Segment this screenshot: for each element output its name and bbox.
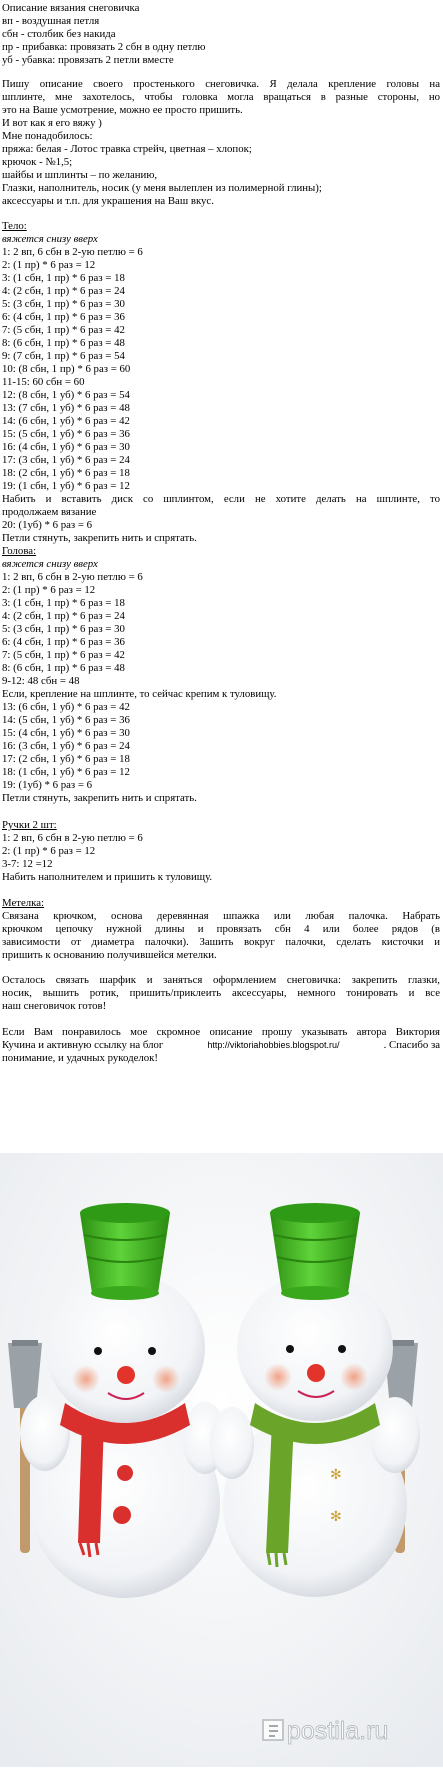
head-row: 5: (3 сбн, 1 пр) * 6 раз = 30	[2, 623, 125, 635]
right-snowflake: ✻	[330, 1509, 342, 1525]
head-row: 17: (2 сбн, 1 уб) * 6 раз = 18	[2, 753, 130, 765]
abbr-line: вп - воздушная петля	[2, 15, 100, 27]
abbr-line: уб - убавка: провязать 2 петли вместе	[2, 54, 174, 66]
left-eye	[94, 1347, 102, 1355]
postila-watermark	[263, 1717, 388, 1745]
right-bucket	[270, 1203, 360, 1300]
head-row: 2: (1 пр) * 6 раз = 12	[2, 584, 96, 596]
left-scarf	[78, 1421, 104, 1543]
body-row: 11-15: 60 сбн = 60	[2, 376, 85, 388]
left-button	[117, 1465, 133, 1481]
broom-line: зависимости от диаметра палочки). Зашить вокруг палочки, сделать кисточки и	[2, 936, 440, 948]
body-note: продолжаем вязание	[2, 506, 97, 518]
body-row: 14: (6 сбн, 1 уб) * 6 раз = 42	[2, 415, 130, 427]
head-finish: Петли стянуть, закрепить нить и спрятать.	[2, 792, 197, 804]
material-line: крючок - №1,5;	[2, 156, 73, 168]
material-line: шайбы и шплинты – по желанию,	[2, 169, 158, 181]
intro-line: И вот как я его вяжу )	[2, 117, 102, 129]
intro-line: шплинте, мне захотелось, чтобы головка могла вращаться в разные стороны, но	[2, 91, 440, 103]
snowmen-photo	[0, 1153, 443, 1767]
body-finish: Петли стянуть, закрепить нить и спрятать.	[2, 532, 197, 544]
left-button	[113, 1506, 131, 1524]
head-row: 15: (4 сбн, 1 уб) * 6 раз = 30	[2, 727, 130, 739]
body-row: 19: (1 сбн, 1 уб) * 6 раз = 12	[2, 480, 130, 492]
broom-line: Связана крючком, основа деревянная шпажка или любая палочка. Набрать	[2, 910, 440, 922]
body-row: 9: (7 сбн, 1 пр) * 6 раз = 54	[2, 350, 125, 362]
body-row: 10: (8 сбн, 1 пр) * 6 раз = 60	[2, 363, 131, 375]
hands-row: 3-7: 12 =12	[2, 858, 53, 870]
materials-heading: Мне понадобилось:	[2, 130, 93, 142]
body-row: 3: (1 сбн, 1 пр) * 6 раз = 18	[2, 272, 125, 284]
head-row: 19: (1уб) * 6 раз = 6	[2, 779, 93, 791]
pattern-title: Описание вязания снеговичка	[2, 2, 140, 14]
body-row: 12: (8 сбн, 1 уб) * 6 раз = 54	[2, 389, 130, 401]
head-row: 7: (5 сбн, 1 пр) * 6 раз = 42	[2, 649, 125, 661]
footer-text: Кучина и активную ссылку на блог	[2, 1039, 164, 1051]
body-row: 6: (4 сбн, 1 пр) * 6 раз = 36	[2, 311, 125, 323]
abbr-line: сбн - столбик без накида	[2, 28, 116, 40]
blog-link[interactable]: http://viktoriahobbies.blogspot.ru/	[207, 1040, 340, 1050]
head-heading: Голова:	[2, 545, 37, 557]
head-row: 8: (6 сбн, 1 пр) * 6 раз = 48	[2, 662, 125, 674]
left-nose	[117, 1366, 135, 1384]
broom-heading: Метелка:	[2, 897, 45, 909]
material-line: аксессуары и т.п. для украшения на Ваш вкус.	[2, 195, 214, 207]
body-heading: Тело:	[2, 220, 27, 232]
head-row: 18: (1 сбн, 1 уб) * 6 раз = 12	[2, 766, 130, 778]
hands-heading: Ручки 2 шт:	[2, 819, 57, 831]
snowmen-illustration	[0, 1153, 443, 1767]
head-row: 6: (4 сбн, 1 пр) * 6 раз = 36	[2, 636, 125, 648]
hands-row: 1: 2 вп, 6 сбн в 2-ую петлю = 6	[2, 832, 143, 844]
head-row: 13: (6 сбн, 1 уб) * 6 раз = 42	[2, 701, 130, 713]
right-nose	[307, 1364, 325, 1382]
footer-line-link	[2, 1039, 440, 1051]
head-row: 1: 2 вп, 6 сбн в 2-ую петлю = 6	[2, 571, 143, 583]
body-row: 17: (3 сбн, 1 уб) * 6 раз = 24	[2, 454, 130, 466]
body-row: 4: (2 сбн, 1 пр) * 6 раз = 24	[2, 285, 125, 297]
right-arm	[370, 1397, 420, 1473]
body-row: 15: (5 сбн, 1 уб) * 6 раз = 36	[2, 428, 130, 440]
body-row: 16: (4 сбн, 1 уб) * 6 раз = 30	[2, 441, 130, 453]
decor-line: Осталось связать шарфик и заняться оформлением снеговичка: закрепить глазки,	[2, 974, 440, 986]
left-bucket	[80, 1203, 170, 1300]
footer-line: Если Вам понравилось мое скромное описание прошу указывать автора Виктория	[2, 1026, 440, 1038]
head-row: 3: (1 сбн, 1 пр) * 6 раз = 18	[2, 597, 125, 609]
body-row: 13: (7 сбн, 1 уб) * 6 раз = 48	[2, 402, 130, 414]
left-arm	[20, 1395, 70, 1471]
body-row: 1: 2 вп, 6 сбн в 2-ую петлю = 6	[2, 246, 143, 258]
body-row: 8: (6 сбн, 1 пр) * 6 раз = 48	[2, 337, 125, 349]
broom-line: крючком цепочку нужной длины и провязать сбн 4 или более рядов (в	[2, 923, 440, 935]
left-eye	[148, 1347, 156, 1355]
broom-line: пришить к основанию получившейся метелки.	[2, 949, 217, 961]
decor-line: носик, вышить ротик, пришить/приклеить аксессуары, немного тонировать и все	[2, 987, 440, 999]
intro-line: Пишу описание своего простенького снеговичка. Я делала крепление головы на	[2, 78, 440, 90]
body-note: Набить и вставить диск со шплинтом, если не хотите делать на шплинте, то	[2, 493, 440, 505]
hands-finish: Набить наполнителем и пришить к туловищу.	[2, 871, 213, 883]
body-row: 7: (5 сбн, 1 пр) * 6 раз = 42	[2, 324, 125, 336]
abbr-line: пр - прибавка: провязать 2 сбн в одну петлю	[2, 41, 206, 53]
head-direction: вяжется снизу вверх	[2, 558, 98, 570]
body-direction: вяжется снизу вверх	[2, 233, 98, 245]
body-row: 18: (2 сбн, 1 уб) * 6 раз = 18	[2, 467, 130, 479]
head-row: 4: (2 сбн, 1 пр) * 6 раз = 24	[2, 610, 125, 622]
material-line: пряжа: белая - Лотос травка стрейч, цветная – хлопок;	[2, 143, 252, 155]
decor-line: наш снеговичок готов!	[2, 1000, 107, 1012]
right-snowflake: ✻	[330, 1467, 342, 1483]
body-row: 20: (1уб) * 6 раз = 6	[2, 519, 93, 531]
head-row: 16: (3 сбн, 1 уб) * 6 раз = 24	[2, 740, 130, 752]
head-row: 14: (5 сбн, 1 уб) * 6 раз = 36	[2, 714, 130, 726]
right-arm	[210, 1407, 254, 1479]
watermark-text: postila.ru	[287, 1717, 389, 1745]
material-line: Глазки, наполнитель, носик (у меня вылеплен из полимерной глины);	[2, 182, 322, 194]
body-row: 2: (1 пр) * 6 раз = 12	[2, 259, 96, 271]
head-row: 9-12: 48 сбн = 48	[2, 675, 80, 687]
right-eye	[286, 1345, 294, 1353]
body-row: 5: (3 сбн, 1 пр) * 6 раз = 30	[2, 298, 125, 310]
intro-line: это на Ваше усмотрение, можно ее просто пришить.	[2, 104, 243, 116]
footer-line: понимание, и удачных рукоделок!	[2, 1052, 158, 1064]
footer-text: . Спасибо за	[383, 1039, 440, 1051]
right-eye	[338, 1345, 346, 1353]
head-note: Если, крепление на шплинте, то сейчас крепим к туловищу.	[2, 688, 277, 700]
hands-row: 2: (1 пр) * 6 раз = 12	[2, 845, 96, 857]
